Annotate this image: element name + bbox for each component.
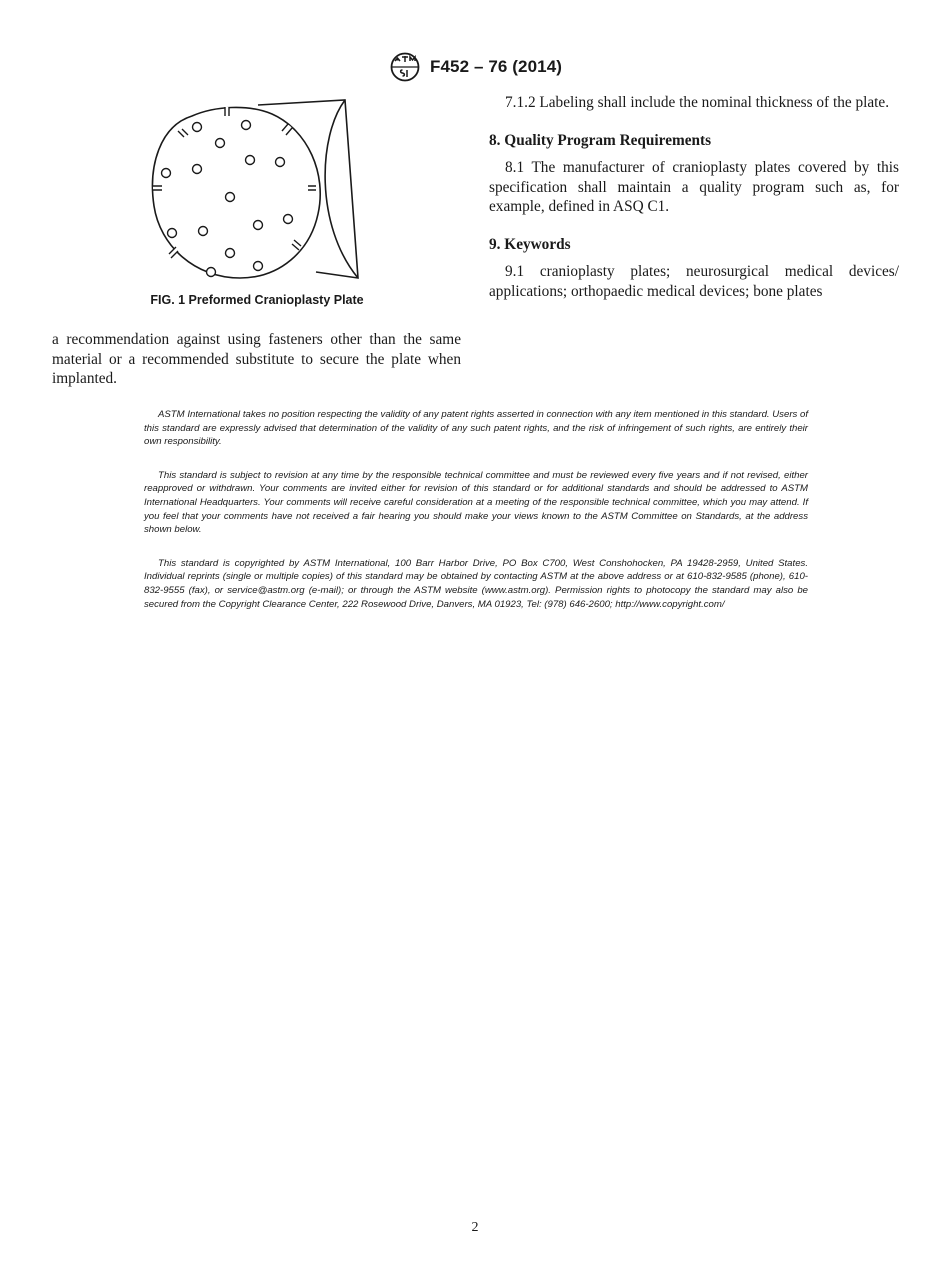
plate-outline (153, 107, 321, 278)
plate-holes (162, 121, 293, 277)
paragraph-9-1: 9.1 cranioplasty plates; neurosurgical medical devices/ applications; orthopaedic medical devices; bone plates (489, 263, 899, 300)
continued-paragraph: a recommendation against using fasteners other than the same material or a recommended substitute to secure the plate when implanted. (52, 331, 461, 387)
page-number: 2 (471, 1220, 479, 1235)
astm-logo-icon (385, 52, 425, 82)
standard-designation: F452 – 76 (2014) (430, 57, 563, 76)
paragraph-7-1-2: 7.1.2 Labeling shall include the nominal thickness of the plate. (505, 94, 890, 111)
page-header (0, 52, 950, 86)
right-column (489, 93, 899, 301)
patent-notice: ASTM International takes no position respecting the validity of any patent rights asserted in connection with any item mentioned in this standard. Users of this standard are expressly advised that determination of the validity of any such patent rights, and the risk of infringement of such rights, are entirely their own responsibility. (144, 409, 808, 448)
revision-notice: This standard is subject to revision at any time by the responsible technical committee and must be reviewed every five years and if not revised, either reapproved or withdrawn. Your comments are invited either for revision of this standard or for additional standards and should be addressed to ASTM International Headquarters. Your comments will receive careful consideration at a meeting of the responsible technical committee, which you may attend. If you feel that your comments have not received a fair hearing you should make your views known to the ASTM Committee on Standards, at the address shown below. (144, 469, 808, 536)
section-9-heading: 9. Keywords (489, 235, 571, 253)
paragraph-8-1: 8.1 The manufacturer of cranioplasty plates covered by this specification shall maintain a quality program such as, for example, defined in ASQ C1. (489, 159, 899, 215)
copyright-notice: This standard is copyrighted by ASTM International, 100 Barr Harbor Drive, PO Box C700, West Conshohocken, PA 19428-2959, United States. Individual reprints (single or multiple copies) of this standard may be obtained by contacting ASTM at the above address or at 610-832-9585 (phone), 610-832-9555 (fax), or service@astm.org (e-mail); or through the ASTM website (www.astm.org). Permission rights to photocopy the standard may also be secured from the Copyright Clearance Center, 222 Rosewood Drive, Danvers, MA 01923, Tel: (978) 646-2600; http://www.copyright.com/ (144, 557, 808, 610)
plate-notch-lines (153, 107, 316, 258)
section-8-heading: 8. Quality Program Requirements (489, 131, 712, 149)
left-column (52, 330, 461, 389)
legal-notices (144, 408, 808, 631)
figure-caption: FIG. 1 Preformed Cranioplasty Plate (150, 293, 364, 307)
cranioplasty-plate-figure (140, 96, 380, 286)
